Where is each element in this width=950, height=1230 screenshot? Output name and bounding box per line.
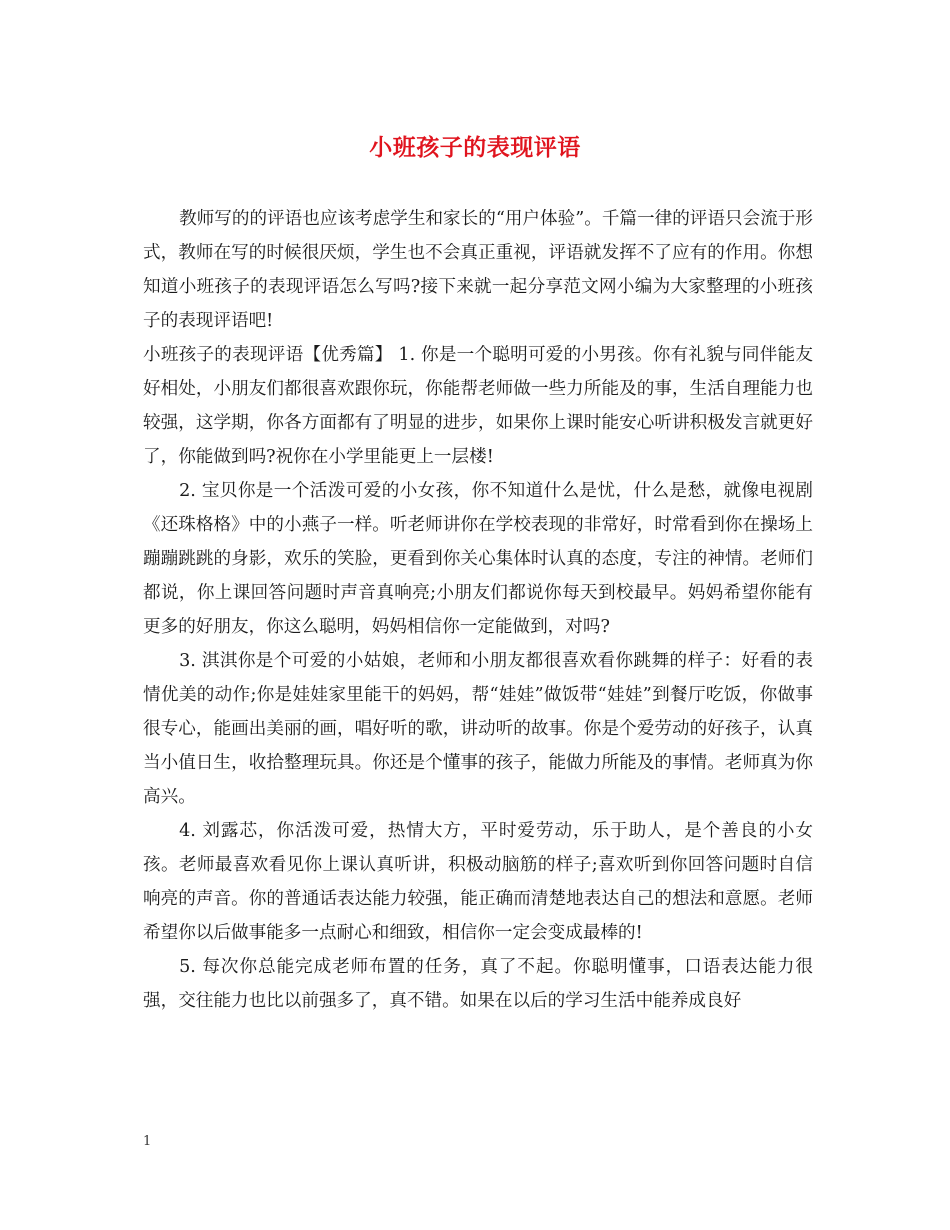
section-heading: 小班孩子的表现评语【优秀篇】 [143, 345, 393, 365]
comment-item-5: 5. 每次你总能完成老师布置的任务，真了不起。你聪明懂事，口语表达能力很强，交往能力也比以前强多了，真不错。如果在以后的学习生活中能养成良好 [143, 957, 813, 1011]
comment-item-4: 4. 刘露芯，你活泼可爱，热情大方，平时爱劳动，乐于助人，是个善良的小女孩。老师最喜欢看见你上课认真听讲，积极动脑筋的样子;喜欢听到你回答问题时自信响亮的声音。你的普通话表达能力较强，能正确而清楚地表达自己的想法和意愿。老师希望你以后做事能多一点耐心和细致，相信你一定会变成最棒的! [143, 821, 813, 943]
comment-item-1: 1. 你是一个聪明可爱的小男孩。你有礼貌与同伴能友好相处，小朋友们都很喜欢跟你玩，你能帮老师做一些力所能及的事，生活自理能力也较强，这学期，你各方面都有了明显的进步，如果你上课时能安心听讲积极发言就更好了，你能做到吗?祝你在小学里能更上一层楼! [143, 345, 813, 467]
intro-paragraph: 教师写的的评语也应该考虑学生和家长的“用户体验”。千篇一律的评语只会流于形式，教师在写的时候很厌烦，学生也不会真正重视，评语就发挥不了应有的作用。你想知道小班孩子的表现评语怎么写吗?接下来就一起分享范文网小编为大家整理的小班孩子的表现评语吧! [143, 209, 813, 331]
comment-item-2: 2. 宝贝你是一个活泼可爱的小女孩，你不知道什么是忧，什么是愁，就像电视剧《还珠格格》中的小燕子一样。听老师讲你在学校表现的非常好，时常看到你在操场上蹦蹦跳跳的身影，欢乐的笑脸，更看到你关心集体时认真的态度，专注的神情。老师们都说，你上课回答问题时声音真响亮;小朋友们都说你每天到校最早。妈妈希望你能有更多的好朋友，你这么聪明，妈妈相信你一定能做到，对吗? [143, 481, 813, 637]
document-body [143, 202, 813, 1018]
comment-item-3: 3. 淇淇你是个可爱的小姑娘，老师和小朋友都很喜欢看你跳舞的样子：好看的表情优美的动作;你是娃娃家里能干的妈妈，帮“娃娃”做饭带“娃娃”到餐厅吃饭，你做事很专心，能画出美丽的画，唱好听的歌，讲动听的故事。你是个爱劳动的好孩子，认真当小值日生，收拾整理玩具。你还是个懂事的孩子，能做力所能及的事情。老师真为你高兴。 [143, 651, 813, 807]
document-title: 小班孩子的表现评语 [369, 134, 581, 161]
page-number: 1 [143, 1134, 152, 1149]
section-paragraph-1 [143, 338, 813, 474]
